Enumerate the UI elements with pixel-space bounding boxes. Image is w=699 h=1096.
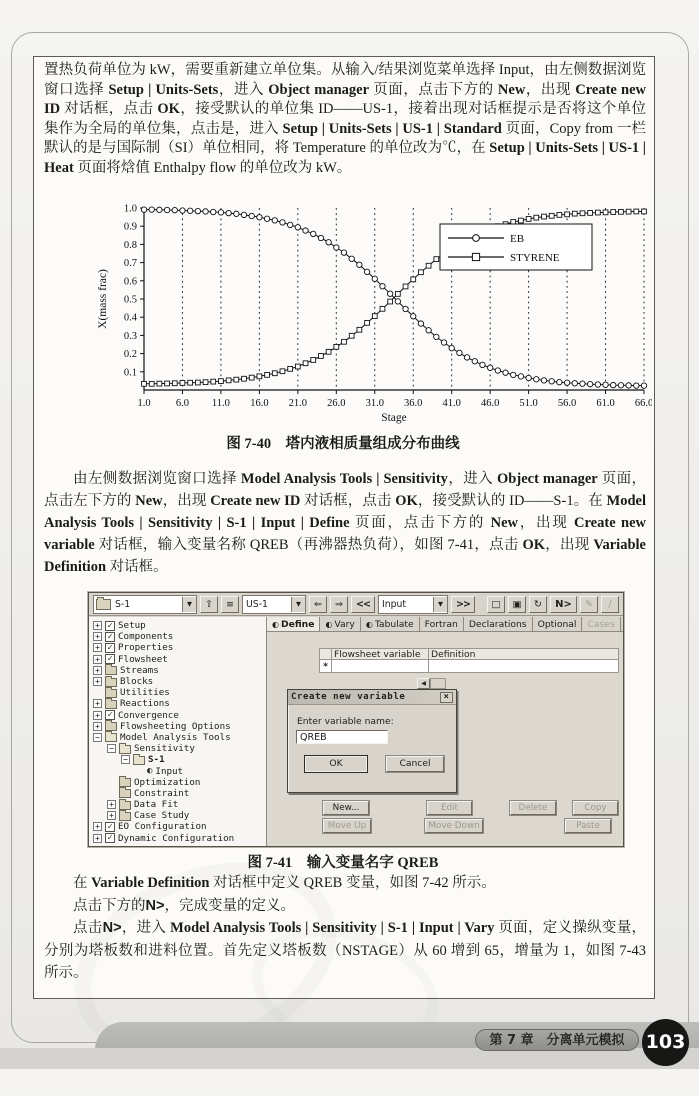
object-id-value: S-1 [115, 598, 131, 610]
form-button-move-down[interactable]: Move Down [425, 819, 483, 833]
check-icon: ✓ [105, 710, 115, 720]
object-id-combobox[interactable] [93, 595, 197, 614]
data-browser-tree-button[interactable]: ≡ [221, 596, 239, 613]
expand-icon[interactable]: + [93, 834, 102, 843]
tree-item-label: Properties [118, 642, 174, 654]
folder-icon [105, 722, 117, 731]
tree-item-streams[interactable] [89, 665, 266, 676]
tree-item-s-1[interactable] [89, 754, 266, 765]
tree-item-model-analysis-tools[interactable] [89, 732, 266, 743]
figure-caption-7-41: 图 7-41 输入变量名字 QREB [247, 855, 439, 871]
svg-text:0.3: 0.3 [123, 330, 137, 342]
annotate-icon: ✎ [580, 596, 598, 613]
sheet-status-icon: ◐ [365, 619, 373, 629]
folder-icon [119, 812, 131, 821]
svg-text:0.5: 0.5 [123, 294, 137, 306]
folder-icon [119, 801, 131, 810]
svg-text:0.8: 0.8 [123, 239, 137, 251]
svg-text:26.0: 26.0 [327, 398, 346, 409]
tree-item-blocks[interactable] [89, 676, 266, 687]
tab-vary[interactable] [320, 617, 360, 631]
folder-open-icon [105, 733, 117, 742]
rewind-button[interactable]: << [351, 596, 375, 613]
form-button-edit[interactable]: Edit [427, 801, 472, 815]
folder-open-icon [133, 756, 145, 765]
check-icon: ✓ [105, 833, 115, 843]
svg-text:0.9: 0.9 [123, 221, 137, 233]
create-new-variable-dialog [287, 689, 457, 793]
chapter-title-badge: 第 7 章 分离单元模拟 [475, 1029, 639, 1051]
folder-icon [105, 689, 117, 698]
next-button[interactable]: N> [550, 596, 577, 613]
definition-cell[interactable] [429, 660, 619, 673]
closing-paragraphs [44, 872, 646, 985]
paragraph-variable-definition: 在 Variable Definition 对话框中定义 QREB 变量，如图 7-42 所示。 [73, 875, 496, 891]
expand-icon[interactable]: + [93, 822, 102, 831]
tree-item-setup[interactable] [89, 620, 266, 631]
grid-corner-cell [319, 648, 332, 660]
svg-text:56.0: 56.0 [557, 398, 577, 409]
svg-text:0.6: 0.6 [123, 276, 137, 288]
chevron-down-icon[interactable]: ▼ [182, 597, 196, 612]
page-number: 103 [642, 1019, 689, 1066]
folder-icon [105, 678, 117, 687]
tab-fortran[interactable] [420, 617, 464, 631]
scrollbar-thumb[interactable] [430, 678, 446, 689]
tab-label: Vary [334, 619, 355, 630]
tab-declarations[interactable] [464, 617, 533, 631]
collapse-icon[interactable]: − [93, 733, 102, 742]
grid-header-definition: Definition [429, 648, 619, 660]
close-icon[interactable]: × [440, 692, 453, 703]
folder-icon [105, 700, 117, 709]
tab-label: Declarations [468, 619, 527, 630]
tree-item-input[interactable] [89, 765, 266, 776]
go-up-one-level-button[interactable]: ⇧ [200, 596, 218, 613]
figure-caption-7-40: 图 7-40 塔内液相质量组成分布曲线 [226, 436, 460, 452]
tree-item-sensitivity[interactable] [89, 743, 266, 754]
variable-name-label: Enter variable name: [297, 716, 394, 727]
open-folder-icon [96, 599, 111, 610]
tree-item-label: Input [155, 765, 184, 777]
tree-item-properties[interactable] [89, 642, 266, 653]
copy-form-button[interactable]: ▣ [508, 596, 526, 613]
tab-label: Fortran [424, 619, 458, 630]
check-icon: ✓ [105, 654, 115, 664]
tree-item-label: Components [118, 631, 174, 643]
tree-item-convergence[interactable] [89, 710, 266, 721]
tab-label: Tabulate [374, 619, 414, 630]
svg-text:0.2: 0.2 [123, 349, 137, 361]
tab-label: Optional [537, 619, 577, 630]
tree-item-label: Case Study [134, 810, 190, 822]
svg-text:0.4: 0.4 [123, 312, 137, 324]
svg-text:51.0: 51.0 [519, 398, 538, 409]
tree-item-components[interactable] [89, 631, 266, 642]
back-arrow-button[interactable]: ⇐ [309, 596, 327, 613]
tree-item-label: Data Fit [134, 799, 179, 811]
sphere-icon: ◐ [147, 766, 153, 777]
folder-open-icon [119, 745, 131, 754]
svg-text:1.0: 1.0 [123, 203, 137, 215]
grid-horizontal-scrollbar[interactable] [417, 678, 446, 689]
tab-tabulate[interactable] [361, 617, 420, 631]
check-icon: ✓ [105, 632, 115, 642]
form-button-move-up[interactable]: Move Up [323, 819, 371, 833]
check-icon: ✓ [105, 621, 115, 631]
figure-7-40 [48, 198, 652, 430]
svg-text:1.0: 1.0 [137, 398, 151, 409]
expand-icon[interactable]: + [93, 699, 102, 708]
units-set-combobox[interactable] [242, 595, 306, 614]
expand-icon[interactable]: + [93, 643, 102, 652]
svg-text:41.0: 41.0 [442, 398, 461, 409]
tree-item-label: Constraint [134, 787, 190, 799]
flowsheet-variable-cell[interactable] [332, 660, 429, 673]
tree-item-label: Dynamic Configuration [118, 832, 235, 844]
svg-text:6.0: 6.0 [175, 398, 190, 409]
aspen-tree [89, 617, 267, 846]
tree-item-label: Reactions [120, 698, 170, 710]
draw-icon: / [601, 596, 619, 613]
svg-text:16.0: 16.0 [250, 398, 269, 409]
tree-item-label: Flowsheeting Options [120, 720, 231, 732]
expand-icon[interactable]: + [93, 621, 102, 630]
folder-icon [119, 778, 131, 787]
grid-data-row[interactable] [319, 660, 619, 673]
paragraph-vary-setup: 点击N>，进入 Model Analysis Tools | Sensitivity | S-1 | Input | Vary 页面，定义操纵变量，分别为塔板数和进料位置。首先定义塔板数（NSTAGE）从 60 增到 65，增量为 1，如图 7-43 所示。 [44, 920, 647, 982]
expand-icon[interactable]: + [107, 800, 116, 809]
tab-optional[interactable] [533, 617, 583, 631]
tree-item-label: Flowsheet [118, 653, 168, 665]
svg-text:EB: EB [510, 233, 525, 245]
expand-icon[interactable]: + [93, 655, 102, 664]
check-icon: ✓ [105, 643, 115, 653]
units-set-value: US-1 [246, 598, 268, 610]
expand-icon[interactable]: + [93, 722, 102, 731]
tree-item-flowsheet[interactable] [89, 654, 266, 665]
tree-item-utilities[interactable] [89, 687, 266, 698]
footer-strip [0, 1048, 699, 1069]
reconcile-button[interactable]: ↻ [529, 596, 547, 613]
tree-item-flowsheeting-options[interactable] [89, 721, 266, 732]
svg-text:31.0: 31.0 [365, 398, 384, 409]
tree-item-label: Utilities [120, 687, 170, 699]
dialog-title: Create new variable [291, 692, 406, 702]
aspen-tabs [267, 617, 623, 632]
tree-item-optimization[interactable] [89, 777, 266, 788]
collapse-icon[interactable]: − [107, 744, 116, 753]
expand-icon[interactable]: + [93, 711, 102, 720]
new-form-button[interactable]: □ [487, 596, 505, 613]
tree-item-label: S-1 [148, 754, 165, 766]
paragraph-next-click: 点击下方的N>，完成变量的定义。 [73, 897, 295, 914]
cancel-button[interactable]: Cancel [386, 756, 444, 772]
tree-item-eo-configuration[interactable] [89, 821, 266, 832]
form-button-new-[interactable]: New... [323, 801, 369, 815]
svg-text:61.0: 61.0 [596, 398, 615, 409]
fast-forward-button[interactable]: >> [451, 596, 475, 613]
grid-header-row [319, 648, 619, 660]
tree-item-label: Setup [118, 620, 146, 632]
tab-label: Define [280, 619, 315, 630]
aspen-window [88, 592, 624, 847]
form-button-copy[interactable]: Copy [573, 801, 618, 815]
form-button-delete[interactable]: Delete [510, 801, 556, 815]
svg-text:11.0: 11.0 [211, 398, 230, 409]
expand-icon[interactable]: + [93, 677, 102, 686]
tree-item-label: Convergence [118, 709, 179, 721]
svg-text:STYRENE: STYRENE [510, 252, 560, 264]
folder-icon [119, 789, 131, 798]
variable-name-input[interactable]: QREB [296, 730, 388, 744]
tree-item-label: Streams [120, 664, 159, 676]
svg-text:66.0: 66.0 [634, 398, 652, 409]
svg-text:0.7: 0.7 [123, 258, 137, 270]
chevron-down-icon[interactable]: ▼ [433, 597, 447, 612]
forward-arrow-button[interactable]: ⇒ [330, 596, 348, 613]
expand-icon[interactable]: + [93, 632, 102, 641]
dialog-titlebar[interactable] [288, 690, 456, 705]
sheet-status-icon: ◐ [272, 619, 279, 629]
grid-header-flowsheet-variable: Flowsheet variable [332, 648, 429, 660]
tab-label: Cases [587, 619, 615, 630]
tree-item-constraint[interactable] [89, 788, 266, 799]
svg-text:Stage: Stage [381, 412, 407, 424]
svg-text:46.0: 46.0 [480, 398, 500, 409]
collapse-icon[interactable]: − [121, 755, 130, 764]
paragraph-sensitivity-setup: 由左侧数据浏览窗口选择 Model Analysis Tools | Sensitivity，进入 Object manager 页面，点击左下方的 New，出现 Create new ID 对话框，点击 OK，接受默认的 ID——S-1。在 Model Analysis Tools | Sensitivity | S-1 | Input | Define 页面，点击下方的 New，出现 Create new variable 对话框，输入变量名称 QREB（再沸器热负荷），如图 7-41，点击 OK，出现 Variable Definition 对话框。 [44, 471, 647, 575]
tab-define[interactable] [267, 617, 320, 631]
paragraph-units-setup: 置热负荷单位为 kW，需要重新建立单位集。从输入/结果浏览菜单选择 Input，由左侧数据浏览窗口选择 Setup | Units-Sets，进入 Object manager 页面，点击下方的 New，出现 Create new ID 对话框，点击 OK，接受默认的单位集 ID——US-1，接着出现对话框提示是否将这个单位集作为全局的单位集，点击是，进入 Setup | Units-Sets | US-1 | Standard 页面，Copy from 一栏默认的是与国际制（SI）单位相同，将 Temperature 的单位改为℃，在 Setup | Units-Sets | US-1 | Heat 页面将焓值 Enthalpy flow 的单位改为 kW。 [44, 62, 647, 176]
tree-item-label: Sensitivity [134, 743, 195, 755]
sheet-nav-combobox[interactable] [378, 595, 448, 614]
define-grid [319, 648, 619, 673]
sheet-nav-value: Input [382, 598, 407, 610]
svg-text:36.0: 36.0 [404, 398, 423, 409]
composition-profile-chart [48, 198, 652, 430]
expand-icon[interactable]: + [107, 811, 116, 820]
chevron-down-icon[interactable]: ▼ [291, 597, 305, 612]
tree-item-label: EO Configuration [118, 821, 207, 833]
aspen-toolbar [89, 593, 623, 616]
tree-item-label: Optimization [134, 776, 201, 788]
check-icon: ✓ [105, 822, 115, 832]
tree-item-reactions[interactable] [89, 698, 266, 709]
tree-item-case-study[interactable] [89, 810, 266, 821]
scroll-left-icon[interactable]: ◀ [417, 678, 430, 689]
tree-item-label: Model Analysis Tools [120, 731, 231, 743]
tree-item-dynamic-configuration[interactable] [89, 833, 266, 844]
form-button-paste[interactable]: Paste [565, 819, 611, 833]
tree-item-data-fit[interactable] [89, 799, 266, 810]
svg-text:21.0: 21.0 [288, 398, 308, 409]
tab-cases[interactable] [582, 617, 620, 631]
row-marker: * [319, 660, 332, 673]
svg-text:X(mass frac): X(mass frac) [97, 269, 109, 329]
ok-button[interactable]: OK [304, 755, 368, 773]
tree-item-label: Blocks [120, 676, 154, 688]
expand-icon[interactable]: + [93, 666, 102, 675]
folder-icon [105, 666, 117, 675]
svg-text:0.1: 0.1 [123, 367, 137, 379]
sheet-status-icon: ◐ [325, 619, 333, 629]
